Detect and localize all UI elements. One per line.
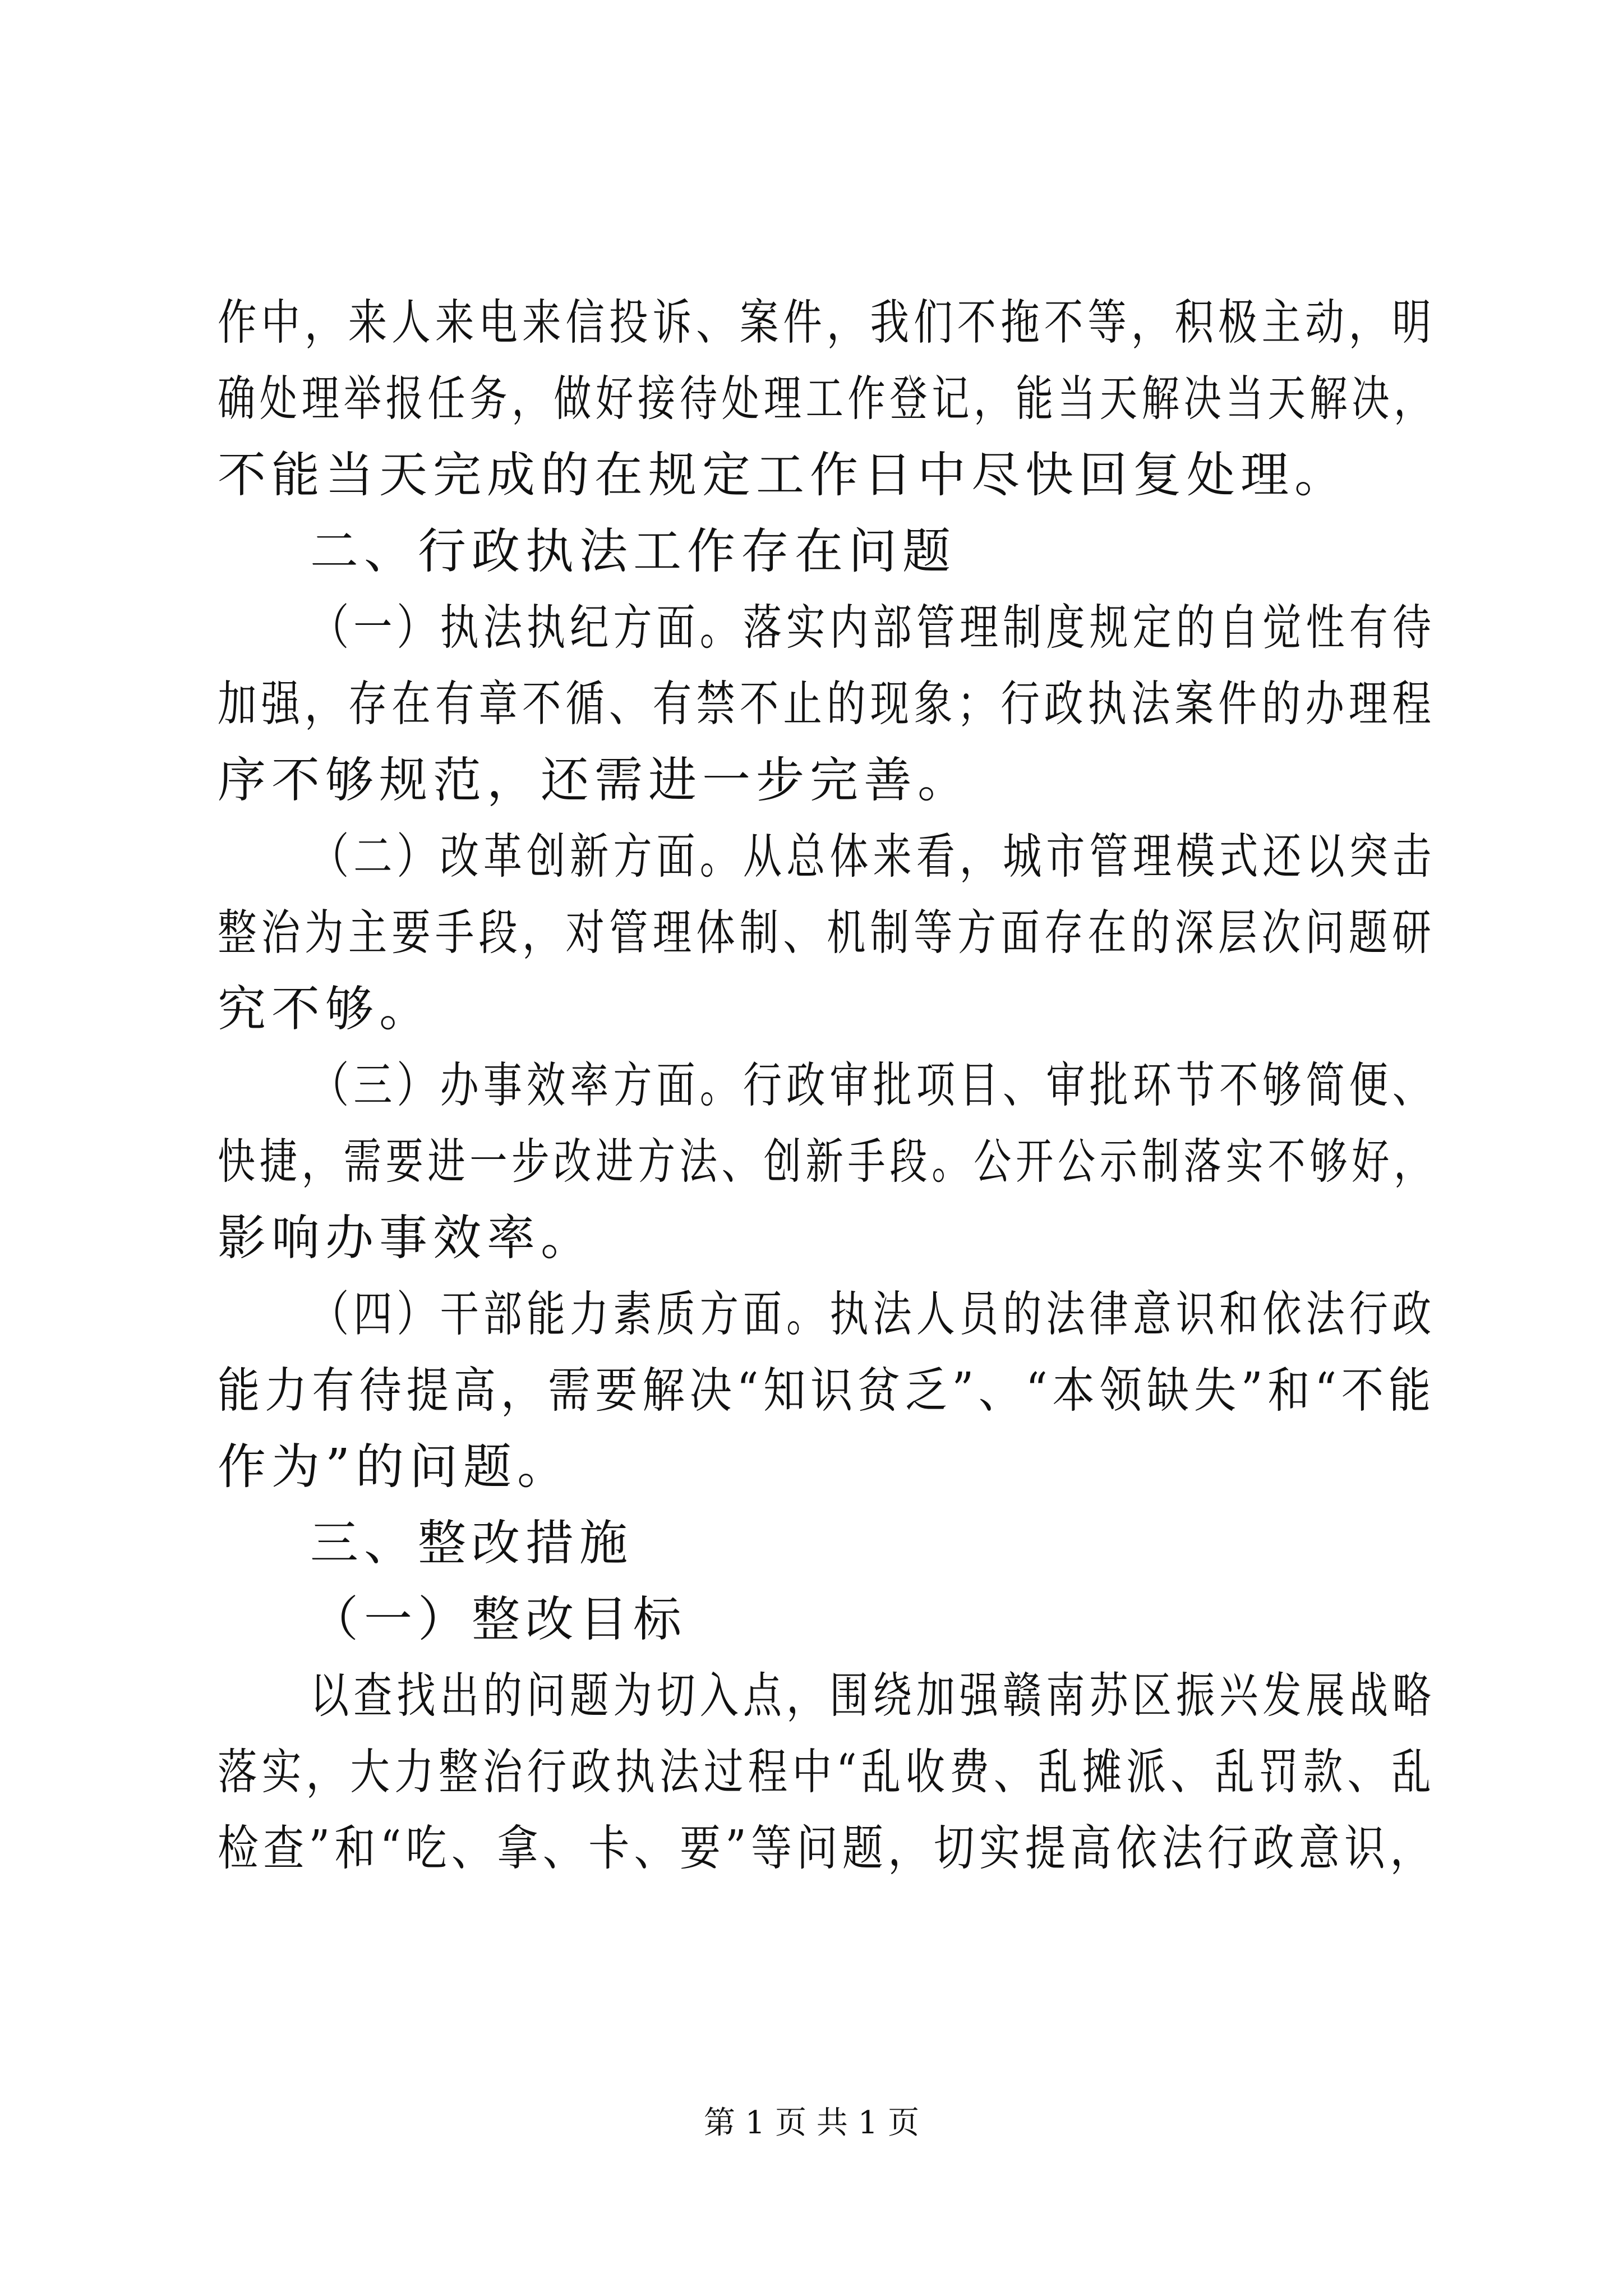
section-heading-3: 三、整改措施 bbox=[310, 1515, 633, 1571]
page-number-footer: 第 1 页 共 1 页 bbox=[703, 2105, 920, 2141]
text-line-6: 加强，存在有章不循、有禁不止的现象；行政执法案件的办理程 bbox=[218, 676, 1436, 732]
text-line-7: 序不够规范，还需进一步完善。 bbox=[218, 752, 971, 808]
section-heading-2: 二、行政执法工作存在问题 bbox=[310, 523, 956, 579]
text-line-12: 快捷，需要进一步改进方法、创新手段。公开公示制落实不够好， bbox=[218, 1134, 1436, 1190]
text-line-21: 检查”和“吃、拿、卡、要”等问题，切实提高依法行政意识， bbox=[218, 1820, 1436, 1876]
text-line-2: 确处理举报任务，做好接待处理工作登记，能当天解决当天解决， bbox=[218, 371, 1436, 427]
text-line-1: 作中，来人来电来信投诉、案件，我们不拖不等，积极主动，明 bbox=[218, 295, 1436, 351]
subsection-heading: （一）整改目标 bbox=[310, 1591, 687, 1648]
text-line-14: （四）干部能力素质方面。执法人员的法律意识和依法行政 bbox=[310, 1286, 1436, 1342]
text-line-16: 作为”的问题。 bbox=[218, 1439, 571, 1495]
text-line-5: （一）执法执纪方面。落实内部管理制度规定的自觉性有待 bbox=[310, 600, 1436, 656]
text-line-8: （二）改革创新方面。从总体来看，城市管理模式还以突击 bbox=[310, 829, 1436, 885]
text-line-10: 究不够。 bbox=[218, 981, 433, 1037]
text-line-13: 影响办事效率。 bbox=[218, 1210, 594, 1266]
text-line-15: 能力有待提高，需要解决“知识贫乏”、“本领缺失”和“不能 bbox=[218, 1363, 1436, 1419]
text-line-3: 不能当天完成的在规定工作日中尽快回复处理。 bbox=[218, 447, 1348, 503]
text-line-20: 落实，大力整治行政执法过程中“乱收费、乱摊派、乱罚款、乱 bbox=[218, 1744, 1436, 1800]
text-line-19: 以查找出的问题为切入点，围绕加强赣南苏区振兴发展战略 bbox=[310, 1668, 1436, 1724]
text-line-9: 整治为主要手段，对管理体制、机制等方面存在的深层次问题研 bbox=[218, 905, 1436, 961]
text-line-11: （三）办事效率方面。行政审批项目、审批环节不够简便、 bbox=[310, 1057, 1436, 1114]
